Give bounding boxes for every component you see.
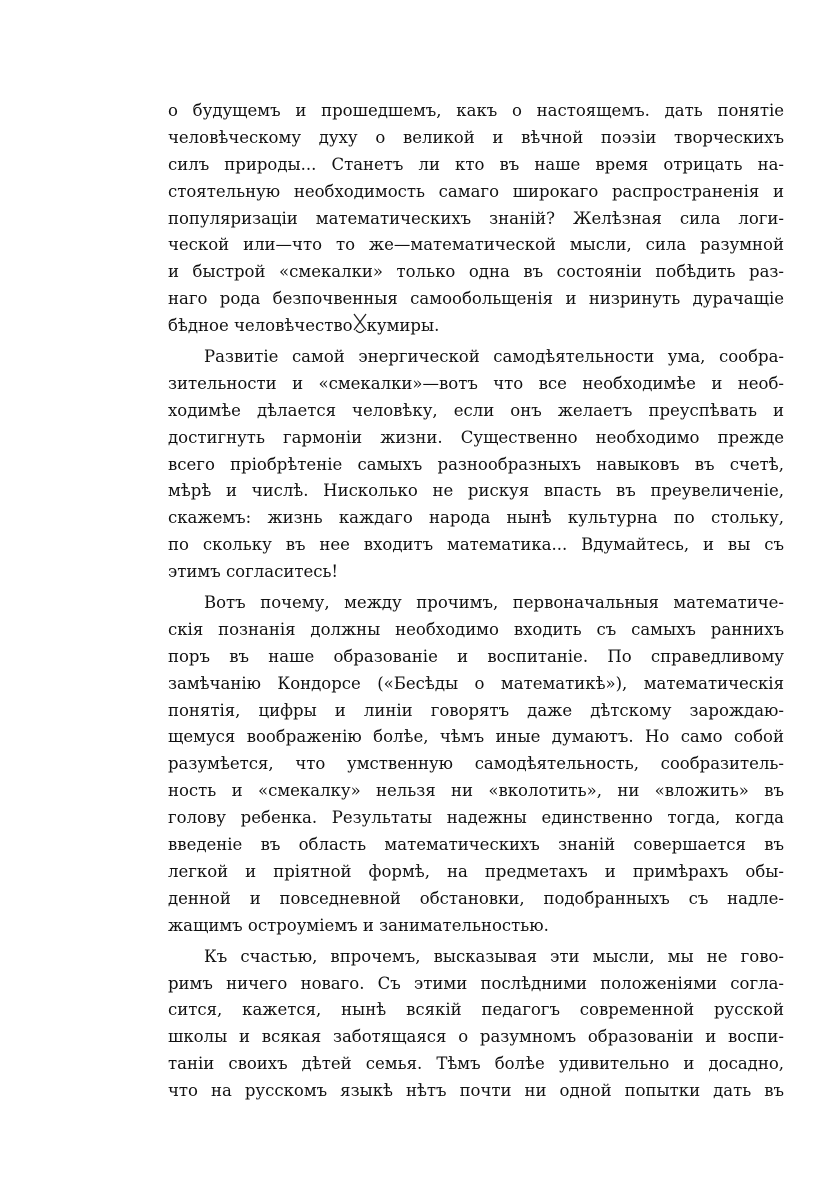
text-line: денной и повседневной обстановки, подобранныхъ съ надле-: [168, 888, 784, 908]
insertion-mark-icon: [351, 313, 369, 336]
text-line: замѣчанію Кондорсе («Бесѣды о математикѣ»), математическія: [168, 673, 784, 693]
text-line: Вотъ почему, между прочимъ, первоначальныя математиче-: [204, 593, 784, 613]
text-line: введеніе въ область математическихъ знаній совершается въ: [168, 835, 784, 855]
text-line: Къ счастью, впрочемъ, высказывая эти мысли, мы не гово-: [204, 946, 784, 966]
text-line: скажемъ: жизнь каждаго народа нынѣ культурна по стольку,: [168, 508, 784, 528]
text-line: по скольку въ нее входитъ математика... Вдумайтесь, и вы съ: [168, 535, 784, 555]
text-line: Развитіе самой энергической самодѣятельности ума, сообра-: [204, 347, 784, 367]
handwritten-insertion-mark: [353, 314, 367, 334]
text-line: школы и всякая заботящаяся о разумномъ образованіи и воспи-: [168, 1027, 784, 1047]
text-fragment: кумиры.: [366, 316, 440, 336]
text-line: о будущемъ и прошедшемъ, какъ о настоящемъ. дать понятіе: [168, 101, 784, 120]
text-line: силъ природы... Станетъ ли кто въ наше время отрицать на-: [168, 154, 784, 174]
text-line: ность и «смекалку» нельзя ни «вколотить», ни «вложить» въ: [168, 781, 784, 801]
text-line: наго рода безпочвенныя самообольщенія и низринуть дурачащіе: [168, 289, 784, 309]
text-line: и быстрой «смекалки» только одна въ состояніи побѣдить раз-: [168, 262, 784, 282]
text-line: поръ въ наше образованіе и воспитаніе. По справедливому: [168, 646, 784, 666]
paragraph-2: [168, 344, 784, 586]
text-line: ческой или—что то же—математической мысли, сила разумной: [168, 235, 784, 255]
text-line: голову ребенка. Результаты надежны единственно тогда, когда: [168, 808, 784, 828]
text-line: [168, 313, 784, 340]
text-line: понятія, цифры и линіи говорятъ даже дѣтскому зарождаю-: [168, 700, 784, 720]
paragraph-3: [168, 590, 784, 940]
text-fragment: бѣдное человѣчество: [168, 316, 353, 336]
body-text: [168, 98, 784, 1105]
text-line: разумѣется, что умственную самодѣятельность, сообразитель-: [168, 754, 784, 774]
text-line: таніи своихъ дѣтей семья. Тѣмъ болѣе удивительно и досадно,: [168, 1054, 784, 1074]
text-line: всего пріобрѣтеніе самыхъ разнообразныхъ навыковъ въ счетѣ,: [168, 454, 784, 474]
text-line: скія познанія должны необходимо входить съ самыхъ раннихъ: [168, 619, 784, 639]
text-line: щемуся воображенію болѣе, чѣмъ иные думаютъ. Но само собой: [168, 727, 784, 747]
text-line: человѣческому духу о великой и вѣчной поэзіи творческихъ: [168, 127, 784, 147]
text-line: римъ ничего новаго. Съ этими послѣдними положеніями согла-: [168, 973, 784, 993]
text-line: этимъ согласитесь!: [168, 562, 339, 582]
text-line: легкой и пріятной формѣ, на предметахъ и примѣрахъ обы-: [168, 861, 784, 881]
text-line: что на русскомъ языкѣ нѣтъ почти ни одной попытки дать въ: [168, 1081, 784, 1101]
text-line: зительности и «смекалки»—вотъ что все необходимѣе и необ-: [168, 373, 784, 393]
text-line: мѣрѣ и числѣ. Нисколько не рискуя впасть въ преувеличеніе,: [168, 481, 784, 501]
text-line: достигнуть гармоніи жизни. Существенно необходимо прежде: [168, 427, 784, 447]
text-line: стоятельную необходимость самаго широкаго распространенія и: [168, 181, 784, 201]
text-line: сится, кажется, нынѣ всякій педагогъ современной русской: [168, 1000, 784, 1020]
paragraph-1: [168, 98, 784, 340]
paragraph-4: [168, 944, 784, 1105]
text-line: ходимѣе дѣлается человѣку, если онъ желаетъ преуспѣвать и: [168, 400, 784, 420]
text-line: жащимъ остроуміемъ и занимательностью.: [168, 915, 549, 935]
text-line: популяризаціи математическихъ знаній? Желѣзная сила логи-: [168, 208, 784, 228]
